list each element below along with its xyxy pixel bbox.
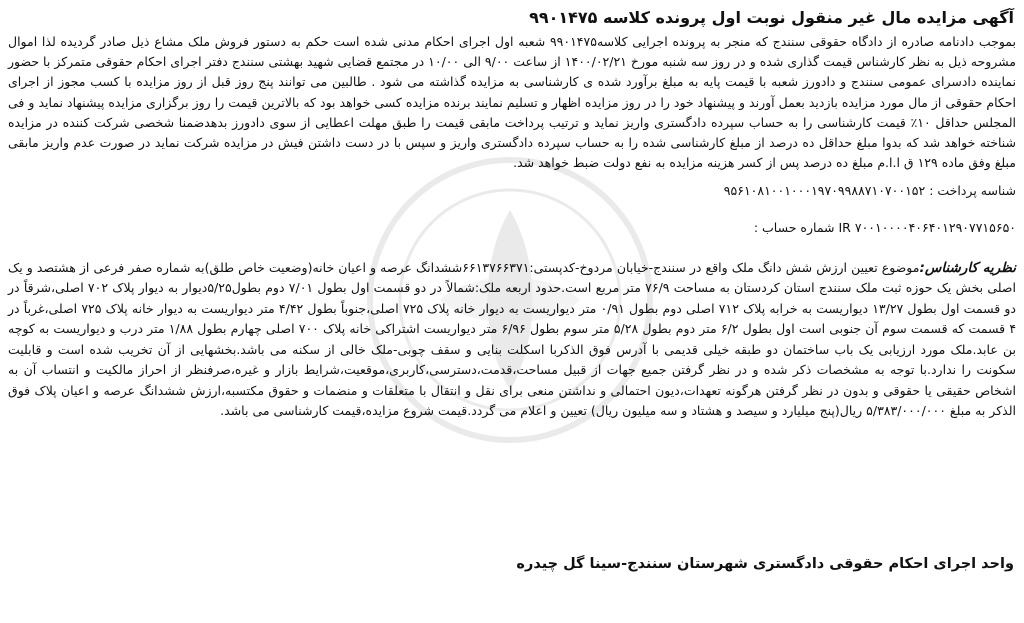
expert-opinion-text: موضوع تعیین ارزش شش دانگ ملک واقع در سنندج-خیابان مردوخ-کدپستی:۶۶۱۳۷۶۶۳۷۱ششدانگ عرصه و اعیان خانه(وضعیت خاص طلق)به شماره صفر فرعی از هشتصد و یک اصلی بخش یک حوزه ثبت ملک سنندج استان کردستان به مساحت ۷۶/۹ متر مربع است.حدود اربعه ملک:شمالاً در دو قسمت اول بطول ۷/۰۱ دوم بطول۵/۲۵دیوار به دیوار پلاک ۷۰۲ اصلی،شرقاً در دو قسمت اول بطول ۱۳/۲۷ دیواریست به خرابه پلاک ۷۱۲ اصلی دوم بطول ۰/۹۱ متر دیواریست به دیوار خانه پلاک ۷۲۵ اصلی،جنوباً بطول ۴/۴۲ متر دیواریست به دیوار خانه پلاک ۷۲۵ اصلی،غرباً در ۴ قسمت که قسمت سوم آن جنوبی است اول بطول ۶/۲ متر دوم بطول ۵/۲۸ متر سوم بطول ۶/۹۶ متر دیواریست اشتراکی خانه پلاک ۷۰۰ اصلی چهارم بطول ۱/۸۸ متر درب و دیواریست به کوچه بن عابد.ملک مورد ارزیابی یک باب ساختمان دو طبقه خیلی قدیمی با آدرس فوق الذکربا اسکلت بنایی و سقف چوبی-ملک خالی از سکنه می باشد.بخشهایی از آن تخریب شده است و قابلیت سکونت را ندارد.با توجه به مشخصات ذکر شده و در نظر گرفتن جمیع جهات از قبیل مساحت،قدمت،دسترسی،کاربری،موقعیت،شرایط بازار و غیره،صرفنظر از احراز مالکیت و انتساب آن به اشخاص حقیقی یا حقوقی و بدون در نظر گرفتن هرگونه تعهدات،دیون احتمالی و نداشتن منعی برای نقل و انتقال با متعلقات و منضمات و حقوق مکتسبه،ارزش ششدانگ عرصه و اعیان پلاک فوق الذکر به مبلغ ۵/۳۸۳/۰۰۰/۰۰۰ ریال(پنج میلیارد و سیصد و هشتاد و سه میلیون ریال) تعیین و اعلام می گردد.قیمت شروع مزایده،قیمت کارشناسی می باشد. [8, 259, 1017, 419]
notice-body: بموجب دادنامه صادره از دادگاه حقوقی سنندج که منجر به پرونده اجرایی کلاسه۹۹۰۱۴۷۵ شعبه اول اجرای احکام مدنی شده است حکم به دستور فروش ملک مشاع ذیل صادر گردیده لذا اموال مشروحه ذیل به نظر کارشناس قیمت گذاری شده و در روز سه شنبه مورخ ۱۴۰۰/۰۲/۲۱ از ساعت ۹/۰۰ الی ۱۰/۰۰ در مجتمع قضایی شهید بهشتی سنندج دفتر اجرای احکام حقوقی متمرکز با حضور نماینده دادسرای عمومی سنندج و دادورز شعبه با قیمت پایه به مبلغ برآورد شده ی کارشناسی به مزایده گذاشته می شود . طالبین می توانند پنج روز قبل از روز مزایده با کسب مجوز از اجرای احکام حقوقی از مال مورد مزایده بازدید بعمل آورند و پیشنهاد خود را در روز مزایده اظهار و تسلیم نمایند برنده مزایده کسی خواهد بود که بالاترین قیمت را روز برگزاری مزایده پیشنهاد نماید و فی المجلس حداقل ۱۰٪ قیمت کارشناسی را به حساب سپرده دادگستری واریز نماید و ترتیب پرداخت مابقی قیمت را طبق مهلت اعطایی از سوی دادورز بدهدضمنا شخصی شرکت کننده در مزایده شناخته خواهد شد که بدوا مبلغ حداقل ده درصد از مبلغ کارشناسی شده را به حساب سپرده دادگستری واریز و سپس با در دست داشتن فیش در مزایده شرکت نماید در صورت عدم واریز مابقی مبلغ وفق ماده ۱۲۹ ق ا.ا.م مبلغ ده درصد پس از کسر هزینه مزایده به نفع دولت ضبط خواهد شد. [8, 34, 1016, 171]
notice-title: آگهی مزایده مال غیر منقول نوبت اول پرونده کلاسه ۹۹۰۱۴۷۵ [529, 8, 1014, 27]
account-number: ۷۰۰۱۰۰۰۰۴۰۶۴۰۱۲۹۰۷۷۱۵۶۵۰ IR شماره حساب : [753, 219, 1016, 235]
payment-id: شناسه پرداخت : ۹۵۶۱۰۸۱۰۰۱۰۰۰۱۹۷۰۹۹۸۸۷۱۰۷۰۰۱۵۲ [723, 183, 1016, 199]
expert-opinion-heading: نظریه کارشناس: [919, 259, 1016, 276]
issuer-footer: واحد اجرای احکام حقوقی دادگستری شهرستان سنندج-سینا گل چیدره [516, 556, 1014, 572]
expert-opinion [8, 258, 1016, 422]
